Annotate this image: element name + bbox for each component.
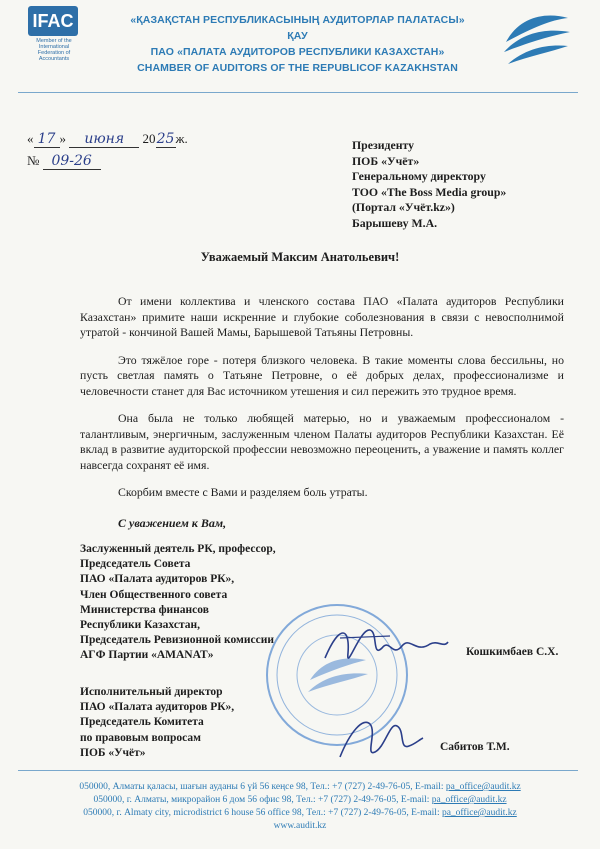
signatory2-title-line: Председатель Комитета — [80, 716, 204, 729]
number-value: 09-26 — [43, 153, 101, 170]
signatory1-title-line: ПАО «Палата аудиторов РК», — [80, 573, 235, 586]
date-open-quote: « — [27, 131, 34, 146]
date-close-quote: » — [59, 131, 66, 146]
signatory1-title — [80, 542, 340, 664]
date-year-suffix: 25 — [156, 131, 175, 147]
signatory1-title-line: Заслуженный деятель РК, профессор, — [80, 543, 276, 555]
header-divider — [18, 92, 578, 93]
footer-line-en — [0, 807, 600, 820]
letter-body — [80, 294, 564, 513]
addressee-line: Генеральному директору — [352, 169, 486, 183]
signatory1-title-line: Член Общественного совета — [80, 588, 228, 601]
chamber-title-kz: «ҚАЗАҚСТАН РЕСПУБЛИКАСЫНЫҢ АУДИТОРЛАР ПАЛАТАСЫ» ҚАУ — [130, 14, 465, 42]
ifac-logo: IFAC — [28, 6, 78, 36]
signatory2-title-line: ПАО «Палата аудиторов РК», — [80, 701, 235, 714]
ifac-member-caption: Member of the International Federation of Accountants — [36, 38, 72, 62]
footer-address-en: 050000, г. Almaty city, microdistrict 6 house 56 office 98, Тел.: +7 (727) 2-49-76-05, E-mail: — [83, 808, 440, 818]
chamber-title-en: CHAMBER OF AUDITORS OF THE REPUBLICOF KAZAKHSTAN — [137, 62, 458, 74]
footer-website-link[interactable]: www.audit.kz — [273, 821, 327, 831]
addressee-line: ТОО «The Boss Media group» — [352, 184, 507, 199]
signatory1-name: Кошкимбаев С.Х. — [466, 646, 559, 658]
footer-line-kz — [0, 781, 600, 794]
chamber-title-ru: ПАО «ПАЛАТА АУДИТОРОВ РЕСПУБЛИКИ КАЗАХСТАН» — [150, 46, 445, 58]
signatory1-title-line: Председатель Ревизионной комиссии — [80, 634, 274, 647]
date-month: июня — [69, 131, 139, 148]
signatory2-title-line: по правовым вопросам — [80, 731, 201, 744]
footer-contacts — [0, 781, 600, 833]
signatory1-title-line: АГФ Партии «AMANAT» — [80, 649, 214, 662]
body-paragraph: Скорбим вместе с Вами и разделяем боль утраты. — [118, 485, 368, 499]
date-year-mark: ж. — [175, 131, 188, 146]
footer-address-ru: 050000, г. Алматы, микрорайон 6 дом 56 офис 98, Тел.: +7 (727) 2-49-76-05, E-mail: — [93, 795, 430, 805]
addressee-line: Барышеву М.А. — [352, 215, 438, 230]
addressee-block — [352, 138, 587, 231]
addressee-line: (Портал «Учёт.kz») — [352, 200, 455, 214]
signatory2-title — [80, 685, 340, 761]
signatory1-title-line: Председатель Совета — [80, 558, 191, 571]
footer-address-kz: 050000, Алматы қаласы, шағын ауданы 6 үй 56 кеңсе 98, Тел.: +7 (727) 2-49-76-05, E-mail: — [79, 782, 444, 792]
outgoing-number — [27, 153, 101, 170]
footer-email-link[interactable]: pa_office@audit.kz — [445, 782, 521, 792]
date-year-prefix: 20 — [142, 131, 156, 146]
footer-email-link[interactable]: pa_office@audit.kz — [431, 795, 507, 805]
signatory1-title-line: Республики Казахстан, — [80, 619, 200, 632]
signatory2-name: Сабитов Т.М. — [440, 741, 510, 753]
signatory2-title-line: Исполнительный директор — [80, 686, 223, 698]
signatory1-title-line: Министерства финансов — [80, 603, 209, 616]
outgoing-date — [27, 131, 188, 148]
regards-line: С уважением к Вам, — [118, 516, 227, 530]
footer-line-ru — [0, 794, 600, 807]
signatory2-title-line: ПОБ «Учёт» — [80, 746, 146, 759]
addressee-line: Президенту — [352, 138, 415, 152]
number-label: № — [27, 153, 40, 168]
date-day: 17 — [34, 131, 60, 148]
addressee-line: ПОБ «Учёт» — [352, 153, 420, 168]
signature-sabitov-icon — [335, 712, 425, 767]
body-paragraph: От имени коллектива и членского состава ПАО «Палата аудиторов Республики Казахстан» примите наши искренние и глубокие соболезнования в связи с невосполнимой утратой - кончиной Вашей Мамы, Барышевой Татьяны Петровны. — [80, 294, 564, 339]
footer-email-link[interactable]: pa_office@audit.kz — [441, 808, 517, 818]
chamber-title — [125, 12, 470, 76]
salutation: Уважаемый Максим Анатольевич! — [200, 250, 400, 264]
chamber-wave-logo-icon — [500, 8, 572, 70]
footer-divider — [18, 770, 578, 771]
body-paragraph: Это тяжёлое горе - потеря близкого человека. В такие моменты слова бессильны, но пусть светлая память о Татьяне Петровне, о её добрых делах, профессионализме и человечности станет для Вас источником утешения и сил пережить это трудное время. — [80, 352, 564, 398]
body-paragraph: Она была не только любящей матерью, но и уважаемым профессионалом - талантливым, энергичным, заслуженным членом Палаты аудиторов Республики Казахстан. Её вклад в развитие аудиторской профессии невозможно переоценить, а уважение и память коллег навсегда сохранят её имя. — [80, 411, 564, 472]
